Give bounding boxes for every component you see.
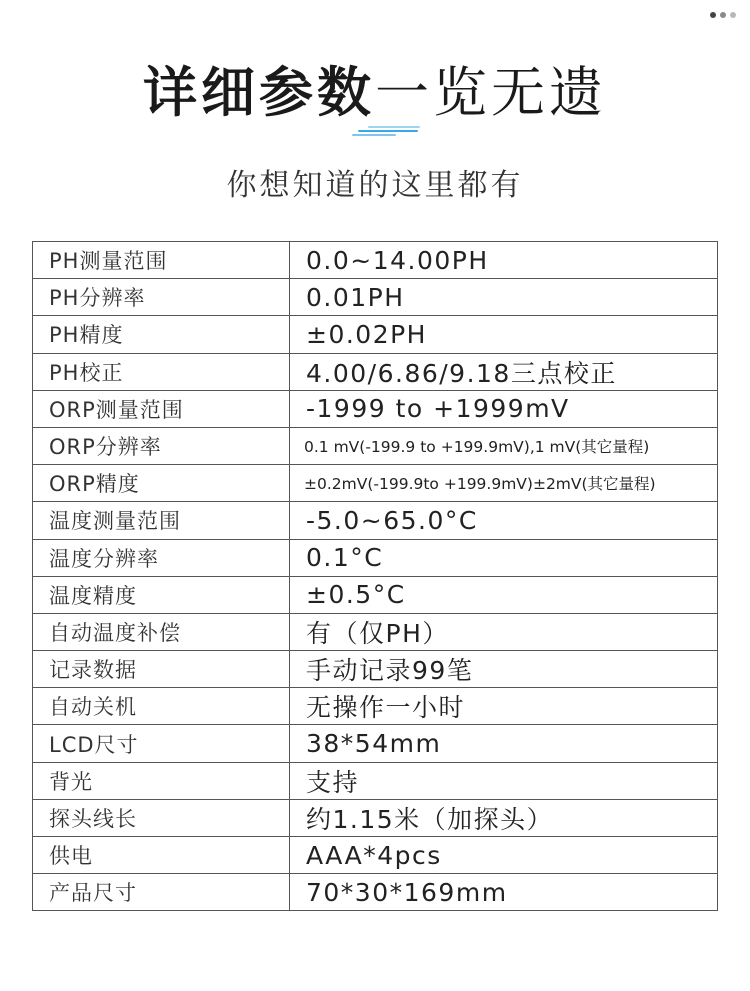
spec-value: 0.1°C (290, 539, 718, 576)
table-row (33, 390, 718, 427)
spec-value: 手动记录99笔 (290, 651, 718, 688)
table-row (33, 688, 718, 725)
dot-icon (720, 12, 726, 18)
spec-label: 供电 (33, 837, 290, 874)
table-row (33, 837, 718, 874)
dot-icon (710, 12, 716, 18)
spec-value: 70*30*169mm (290, 874, 718, 911)
spec-label: 自动关机 (33, 688, 290, 725)
table-row (33, 799, 718, 836)
spec-label: LCD尺寸 (33, 725, 290, 762)
spec-label: PH分辨率 (33, 279, 290, 316)
spec-value: ±0.5°C (290, 576, 718, 613)
table-row (33, 427, 718, 464)
decorative-lines (352, 124, 424, 138)
table-row (33, 279, 718, 316)
spec-value: 0.01PH (290, 279, 718, 316)
spec-value: 有（仅PH） (290, 613, 718, 650)
table-row (33, 502, 718, 539)
spec-label: 记录数据 (33, 651, 290, 688)
table-row (33, 576, 718, 613)
spec-label: 背光 (33, 762, 290, 799)
spec-value: 0.1 mV(-199.9 to +199.9mV),1 mV(其它量程) (290, 427, 718, 464)
spec-label: ORP分辨率 (33, 427, 290, 464)
spec-value: ±0.02PH (290, 316, 718, 353)
title-bold: 详细参数 (143, 61, 375, 124)
more-options-icon[interactable] (710, 12, 736, 18)
dot-icon (730, 12, 736, 18)
spec-label: ORP测量范围 (33, 390, 290, 427)
spec-value: 支持 (290, 762, 718, 799)
spec-value: 0.0~14.00PH (290, 242, 718, 279)
table-row (33, 613, 718, 650)
spec-value: 4.00/6.86/9.18三点校正 (290, 353, 718, 390)
spec-label: 温度测量范围 (33, 502, 290, 539)
page-title (0, 50, 750, 127)
table-row (33, 725, 718, 762)
table-row (33, 651, 718, 688)
table-row (33, 353, 718, 390)
table-row (33, 762, 718, 799)
spec-value: AAA*4pcs (290, 837, 718, 874)
spec-value: ±0.2mV(-199.9to +199.9mV)±2mV(其它量程) (290, 465, 718, 502)
table-row (33, 242, 718, 279)
title-light: 一览无遗 (375, 61, 607, 124)
spec-label: ORP精度 (33, 465, 290, 502)
spec-label: 温度分辨率 (33, 539, 290, 576)
spec-label: PH测量范围 (33, 242, 290, 279)
spec-value: 约1.15米（加探头） (290, 799, 718, 836)
spec-label: 自动温度补偿 (33, 613, 290, 650)
table-row (33, 539, 718, 576)
spec-label: PH精度 (33, 316, 290, 353)
spec-label: 产品尺寸 (33, 874, 290, 911)
spec-value: -5.0~65.0°C (290, 502, 718, 539)
spec-label: PH校正 (33, 353, 290, 390)
spec-label: 探头线长 (33, 799, 290, 836)
page-subtitle: 你想知道的这里都有 (226, 168, 524, 203)
spec-value: 38*54mm (290, 725, 718, 762)
table-row (33, 316, 718, 353)
table-row (33, 465, 718, 502)
spec-value: 无操作一小时 (290, 688, 718, 725)
table-row (33, 874, 718, 911)
spec-value: -1999 to +1999mV (290, 390, 718, 427)
spec-table (32, 241, 718, 911)
spec-label: 温度精度 (33, 576, 290, 613)
